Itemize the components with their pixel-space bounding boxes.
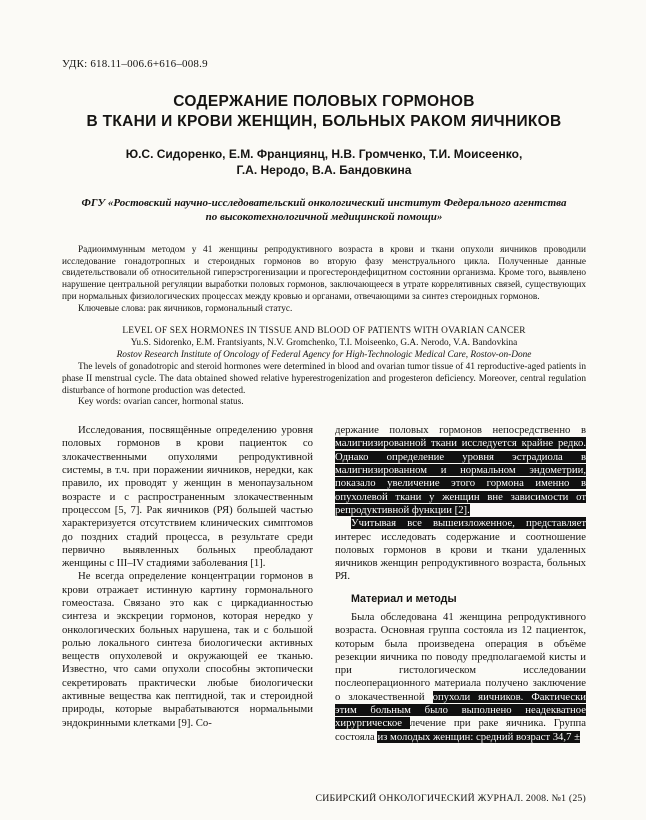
body-paragraph [335, 424, 586, 517]
body-paragraph [335, 517, 586, 583]
body-paragraph [62, 424, 313, 570]
body-column-left [62, 424, 313, 776]
udc-number: УДК: 618.11–006.6+616–008.9 [62, 58, 208, 70]
highlighted-text: опухоли яичников. Фактически этим больным было выполнено неадекватное хирургическое [335, 690, 586, 730]
authors-line2: Г.А. Неродо, В.А. Бандовкина [236, 163, 412, 177]
paragraph-text: лечение при раке яичника. Группа состояла [335, 717, 586, 743]
article-body [62, 424, 586, 776]
english-authors: Yu.S. Sidorenko, E.M. Frantsiyants, N.V. Gromchenko, T.I. Moiseenko, G.A. Nerodo, V.A. Bandovkina [130, 337, 518, 348]
english-affiliation: Rostov Research Institute of Oncology of Federal Agency for High-Technologic Medical Care, Rostov-on-Done [116, 349, 532, 360]
english-summary-block [62, 326, 586, 409]
authors-list [62, 146, 586, 178]
journal-footer: СИБИРСКИЙ ОНКОЛОГИЧЕСКИЙ ЖУРНАЛ. 2008. №1 (25) [315, 793, 586, 804]
body-paragraph [335, 611, 586, 744]
affiliation [62, 196, 586, 224]
article-title-line1: СОДЕРЖАНИЕ ПОЛОВЫХ ГОРМОНОВ [173, 93, 475, 110]
paragraph-text: Исследования, посвящённые определению уровня половых гормонов в крови пациенток со злокачественными опухолями репродуктивной системы, в т.ч. при поражении яичников, нередки, как правило, их проводят у женщин в менопаузальном возрасте и с распространенным злокачественным процессом [5, 7]. Рак яичников (РЯ) большей частью характеризуется отсутствием клинических симптомов до поздних стадий процесса, в результате среди первично выявленных больных преобладают женщины с III–IV стадиями заболевания [1]. [62, 424, 313, 570]
article-title [62, 92, 586, 132]
body-paragraph [62, 570, 313, 730]
authors-line1: Ю.С. Сидоренко, Е.М. Франциянц, Н.В. Громченко, Т.И. Моисеенко, [125, 147, 523, 161]
abstract-english: The levels of gonadotropic and steroid hormones were determined in blood and ovarian tumor tissue of 41 reproductive-aged patients in phase II menstrual cycle. The data obtained showed relative hyperestrogenization and progesteron deficiency. Moreover, central regulation disturbance of hormone production was detected. [62, 362, 586, 396]
highlighted-text: Учитывая все вышеизложенное, представляет [351, 517, 586, 530]
highlighted-text: из молодых женщин: средний возраст 34,7 ± [377, 730, 580, 743]
article-title-line2: В ТКАНИ И КРОВИ ЖЕНЩИН, БОЛЬНЫХ РАКОМ ЯИЧНИКОВ [86, 113, 562, 130]
keywords-russian: Ключевые слова: рак яичников, гормональный статус. [78, 303, 293, 314]
abstract-russian: Радиоиммунным методом у 41 женщины репродуктивного возраста в крови и ткани опухоли яичников проводили исследование гонадотропных и стероидных гормонов во вторую фазу менструального цикла. Полученные данные свидетельствовали об относительной гиперэстрогенизации и прогестерондефицитном состоянии организма. Кроме того, выявлено нарушение центральной регуляции выработки половых гормонов, заключающееся в утрате коррелятивных связей, существующих при нормальных физиологических процессах между кровью и органами, отвечающими за синтез стероидных гормонов. [62, 245, 586, 302]
body-column-right [335, 424, 586, 776]
paragraph-text: интерес исследовать содержание и соотношение половых гормонов в крови и ткани удаленных яичников женщин репродуктивного возраста, больных РЯ. [335, 530, 586, 583]
paragraph-text: Была обследована 41 женщина репродуктивного возраста. Основная группа состояла из 12 пациенток, которым была произведена операция в объёме резекции яичника по поводу предполагаемой кисты и при гистологическом исследовании послеоперационного материала получено заключение о злокачественной [335, 611, 586, 703]
highlighted-text: малигнизированной ткани исследуется крайне редко. Однако определение уровня эстрадиола в малигнизированном и нормальном эндометрии, показало увеличение этого гормона именно в опухолевой ткани у женщин вне зависимости от репродуктивной функции [2]. [335, 437, 586, 516]
english-title: LEVEL OF SEX HORMONES IN TISSUE AND BLOOD OF PATIENTS WITH OVARIAN CANCER [122, 326, 526, 337]
paragraph-text: держание половых гормонов непосредственно в [335, 424, 586, 437]
keywords-english: Key words: ovarian cancer, hormonal status. [78, 397, 244, 408]
paragraph-text: Не всегда определение концентрации гормонов в крови отражает истинную картину гормонального гомеостаза. Связано это как с циркадианностью синтеза и экскреции гормонов, которая нередко у онкологических больных нарушена, так и с большой ролью локального синтеза биологически активных веществ опухолевой и окружающей ее тканью. Известно, что сами опухоли способны эктопически секретировать практически любые биологически активные вещества как пептидной, так и стероидной природы, которые вырабатываются нормальными эндокринными клетками [9]. Со- [62, 570, 313, 729]
affiliation-line1: ФГУ «Ростовский научно-исследовательский онкологический институт Федерального агентства [81, 197, 567, 209]
section-heading: Материал и методы [351, 592, 457, 605]
affiliation-line2: по высокотехнологичной медицинской помощи» [205, 211, 443, 223]
